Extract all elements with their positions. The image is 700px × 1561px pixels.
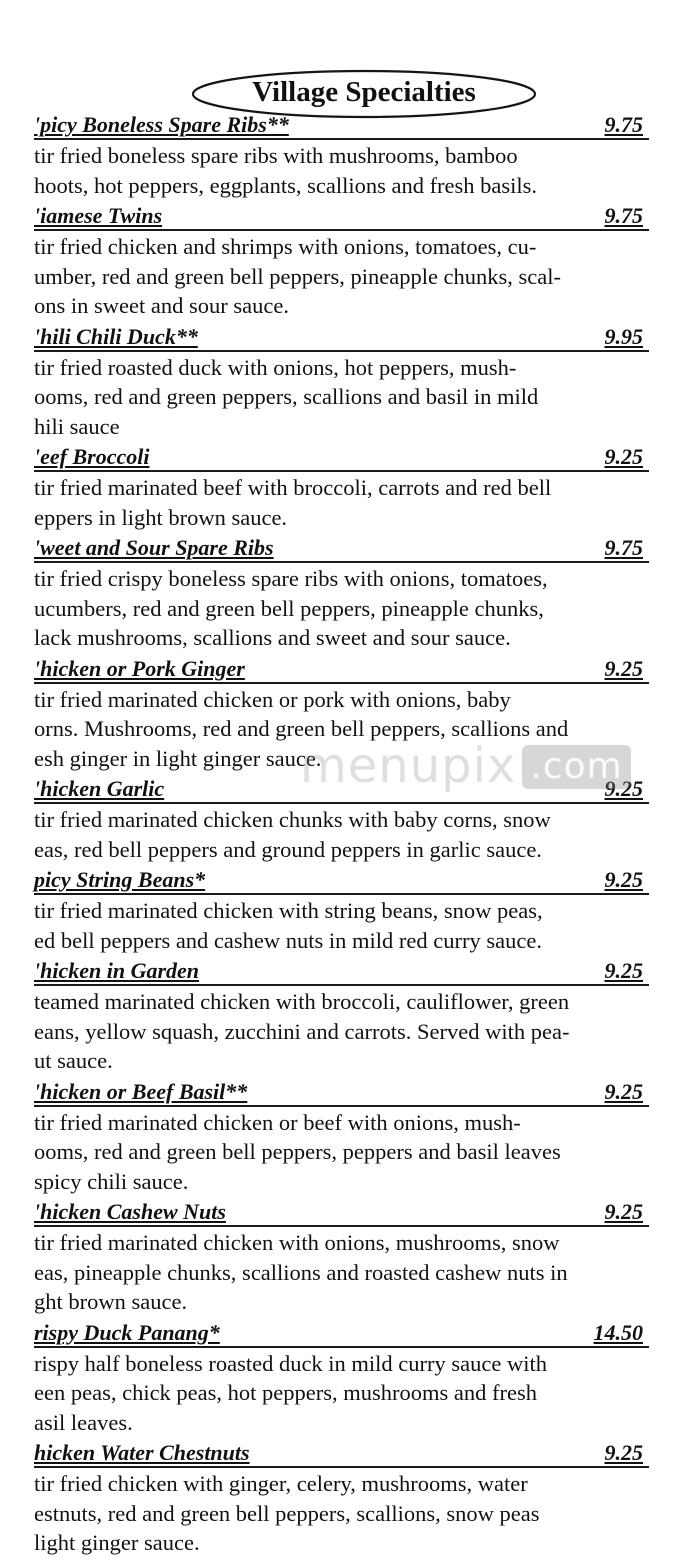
menu-item-header bbox=[34, 112, 649, 140]
menu-item-description-line: ons in sweet and sour sauce. bbox=[34, 293, 289, 318]
menu-item-name: 'weet and Sour Spare Ribs bbox=[34, 535, 274, 560]
menu-item-price: 9.25 bbox=[604, 1078, 643, 1104]
menu-item-description-line: eppers in light brown sauce. bbox=[34, 504, 288, 530]
menu-item-price: 9.25 bbox=[604, 655, 643, 681]
menu-item-description-line: lack mushrooms, scallions and sweet and sour sauce. bbox=[34, 625, 511, 650]
menu-item-name: 'iamese Twins bbox=[34, 203, 163, 228]
menu-item bbox=[0, 958, 700, 1079]
menu-item-description-line: asil leaves. bbox=[34, 1409, 133, 1435]
menu-item-description bbox=[34, 804, 674, 867]
menu-item-description-line: estnuts, red and green bell peppers, scallions, snow peas bbox=[34, 1500, 540, 1526]
menu-item-description-line: ght brown sauce. bbox=[34, 1289, 188, 1314]
menu-item bbox=[0, 1440, 700, 1561]
menu-item-list bbox=[0, 112, 700, 1561]
menu-item-name: 'hicken or Beef Basil** bbox=[34, 1078, 248, 1104]
watermark-text: menupix bbox=[300, 738, 517, 794]
menu-item-price: 9.95 bbox=[604, 323, 643, 349]
menu-item-description bbox=[34, 472, 674, 535]
menu-item-name: 'eef Broccoli bbox=[34, 444, 150, 469]
menu-item-price: 9.75 bbox=[604, 535, 643, 560]
menu-item-description-line: tir fried marinated chicken or pork with onions, baby bbox=[34, 686, 511, 712]
menu-item-header bbox=[34, 203, 649, 231]
menu-item bbox=[0, 112, 700, 203]
menu-item-description bbox=[34, 1107, 674, 1200]
menu-item-price: 14.50 bbox=[593, 1319, 643, 1345]
menu-item-name: 'hicken or Pork Ginger bbox=[34, 655, 245, 681]
menu-item-description-line: teamed marinated chicken with broccoli, cauliflower, green bbox=[34, 989, 570, 1014]
menu-item-header bbox=[34, 656, 649, 684]
menu-item-name: 'hicken Garlic bbox=[34, 776, 165, 801]
menu-item-header bbox=[34, 1199, 649, 1227]
menu-item-name: rispy Duck Panang* bbox=[34, 1319, 220, 1345]
menu-item bbox=[0, 1199, 700, 1320]
menu-item bbox=[0, 776, 700, 867]
menu-item-header bbox=[34, 1320, 649, 1348]
menu-item-description-line: tir fried crispy boneless spare ribs with onions, tomatoes, bbox=[34, 566, 548, 591]
menu-item-header bbox=[34, 867, 649, 895]
menu-item-description-line: orns. Mushrooms, red and green bell peppers, scallions and bbox=[34, 716, 569, 741]
menu-item bbox=[0, 1079, 700, 1200]
menu-item-description-line: tir fried chicken with ginger, celery, mushrooms, water bbox=[34, 1471, 528, 1496]
menu-item-description-line: eas, red bell peppers and ground peppers in garlic sauce. bbox=[34, 836, 542, 862]
menu-item-description-line: tir fried marinated chicken with string beans, snow peas, bbox=[34, 898, 543, 923]
menu-item-name: 'hicken Cashew Nuts bbox=[34, 1199, 226, 1224]
menu-item-header bbox=[34, 776, 649, 804]
menu-item-description bbox=[34, 140, 674, 203]
menu-item-description bbox=[34, 895, 674, 958]
menu-item-description-line: umber, red and green bell peppers, pineapple chunks, scal- bbox=[34, 263, 562, 289]
menu-item-name: 'hicken in Garden bbox=[34, 958, 200, 983]
menu-item-description-line: tir fried marinated chicken or beef with onions, mush- bbox=[34, 1109, 521, 1135]
menu-item-price: 9.25 bbox=[604, 867, 643, 892]
menu-item-description-line: hili sauce bbox=[34, 413, 120, 439]
menu-item bbox=[0, 444, 700, 535]
menu-item bbox=[0, 535, 700, 656]
menu-item-header bbox=[34, 535, 649, 563]
menu-item-description-line: tir fried marinated chicken with onions, mushrooms, snow bbox=[34, 1230, 560, 1255]
menu-item-description-line: esh ginger in light ginger sauce. bbox=[34, 745, 322, 771]
menu-item-price: 9.25 bbox=[604, 958, 643, 983]
menu-item-description-line: ucumbers, red and green bell peppers, pineapple chunks, bbox=[34, 595, 544, 621]
menu-item-price: 9.25 bbox=[604, 1199, 643, 1224]
menu-item-description bbox=[34, 1348, 674, 1441]
menu-item-description bbox=[34, 231, 674, 324]
menu-item-description-line: ooms, red and green peppers, scallions and basil in mild bbox=[34, 384, 539, 409]
menu-item bbox=[0, 203, 700, 324]
menu-item-price: 9.25 bbox=[604, 1440, 643, 1465]
menu-item-description-line: eas, pineapple chunks, scallions and roasted cashew nuts in bbox=[34, 1259, 568, 1285]
menu-item-header bbox=[34, 1079, 649, 1107]
menu-item-header bbox=[34, 1440, 649, 1468]
menu-item-header bbox=[34, 324, 649, 352]
menu-item-description-line: tir fried roasted duck with onions, hot peppers, mush- bbox=[34, 354, 517, 380]
menu-item-description-line: ooms, red and green bell peppers, peppers and basil leaves bbox=[34, 1139, 561, 1164]
menu-item-price: 9.25 bbox=[604, 444, 643, 469]
menu-item-header bbox=[34, 958, 649, 986]
menu-item-description-line: hoots, hot peppers, eggplants, scallions and fresh basils. bbox=[34, 172, 538, 198]
menu-item-description-line: spicy chili sauce. bbox=[34, 1168, 189, 1194]
menu-item bbox=[0, 656, 700, 777]
menu-item-price: 9.75 bbox=[604, 112, 643, 137]
menu-item-description bbox=[34, 986, 674, 1079]
menu-item-header bbox=[34, 444, 649, 472]
menu-item-description-line: ed bell peppers and cashew nuts in mild red curry sauce. bbox=[34, 927, 542, 953]
menu-item-description bbox=[34, 352, 674, 445]
menu-item-description-line: tir fried chicken and shrimps with onions, tomatoes, cu- bbox=[34, 234, 537, 259]
menu-item-description-line: tir fried marinated beef with broccoli, carrots and red bell bbox=[34, 475, 552, 500]
menu-item-description bbox=[34, 563, 674, 656]
menu-item-description-line: tir fried marinated chicken chunks with baby corns, snow bbox=[34, 807, 551, 832]
section-title: Village Specialties bbox=[252, 76, 476, 108]
menu-item-name: 'picy Boneless Spare Ribs** bbox=[34, 112, 289, 137]
menu-item-description-line: rispy half boneless roasted duck in mild curry sauce with bbox=[34, 1350, 547, 1376]
menu-item-description bbox=[34, 1468, 674, 1561]
menu-item-price: 9.75 bbox=[604, 203, 643, 228]
menu-item-description-line: eans, yellow squash, zucchini and carrots. Served with pea- bbox=[34, 1018, 570, 1044]
menu-item bbox=[0, 1320, 700, 1441]
menu-item-name: picy String Beans* bbox=[34, 867, 206, 892]
menu-item bbox=[0, 324, 700, 445]
menu-item bbox=[0, 867, 700, 958]
menu-item-description-line: ut sauce. bbox=[34, 1048, 113, 1073]
menu-item-description-line: een peas, chick peas, hot peppers, mushrooms and fresh bbox=[34, 1380, 537, 1405]
menu-item-name: 'hili Chili Duck** bbox=[34, 323, 198, 349]
menu-item-description bbox=[34, 1227, 674, 1320]
menu-item-price: 9.25 bbox=[604, 776, 643, 801]
menu-item-description-line: tir fried boneless spare ribs with mushrooms, bamboo bbox=[34, 143, 518, 168]
menu-item-description bbox=[34, 684, 674, 777]
menu-item-name: hicken Water Chestnuts bbox=[34, 1440, 250, 1465]
menu-item-description-line: light ginger sauce. bbox=[34, 1530, 200, 1555]
watermark-suffix: .com bbox=[522, 745, 630, 789]
